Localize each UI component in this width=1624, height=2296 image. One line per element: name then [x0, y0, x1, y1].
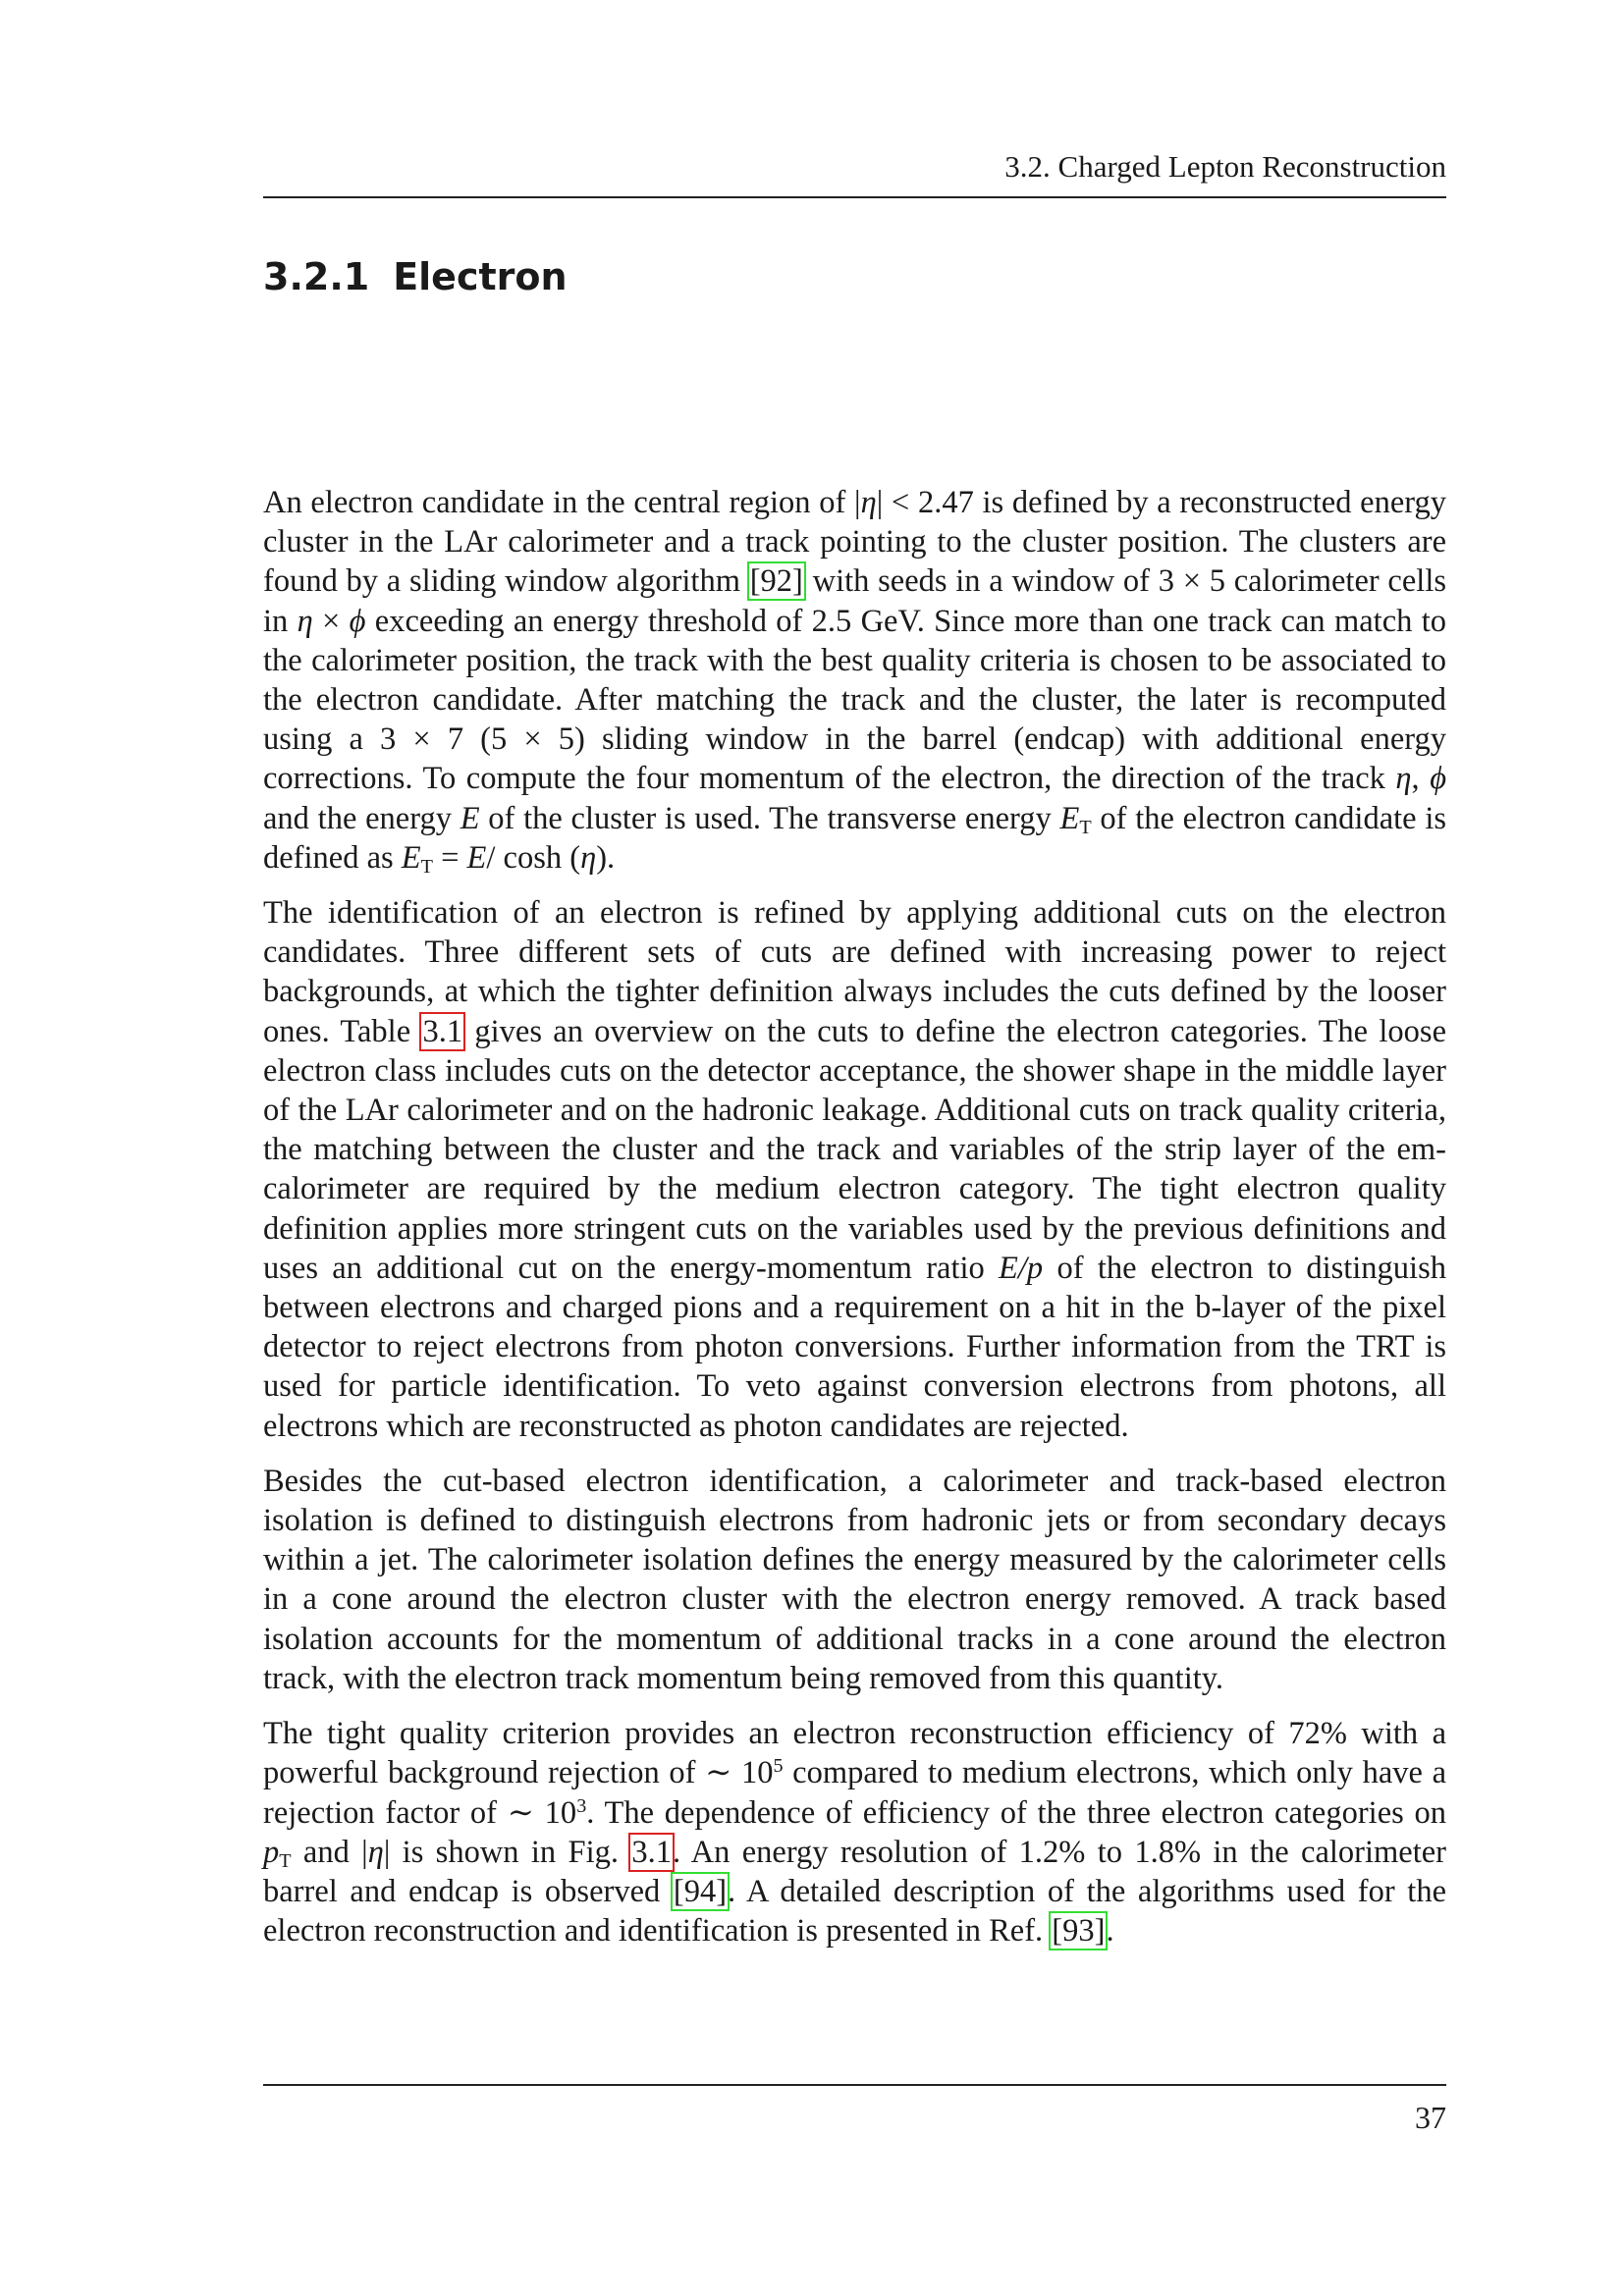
math-eta: η: [297, 603, 313, 639]
math-cosh: / cosh (: [486, 839, 581, 876]
math-subscript: T: [279, 1849, 292, 1872]
math-transverse-energy: E: [401, 839, 421, 876]
text-span: The tight quality criterion provides an electron reconstruction efficiency of 72% with a powerful background rejection of ∼ 10: [263, 1716, 1446, 1791]
text-span: .: [1106, 1913, 1114, 1949]
text-span: | < 2.47 is defined by a reconstructed energy cluster in the LAr calorimeter and a track pointing to the cluster position. The clusters are found by a sliding window algorithm: [263, 485, 1447, 600]
section-title: [263, 253, 568, 300]
math-eta: η: [1395, 761, 1412, 797]
citation-link-92[interactable]: [92]: [749, 563, 803, 600]
paragraph-identification: [263, 893, 1446, 1446]
text-span: gives an overview on the cuts to define the electron categories. The loose electron class includes cuts on the detector acceptance, the shower shape in the middle layer of the LAr calorimeter and on the hadronic leakage. Additional cuts on track quality criteria, the matching between the cluster and the track and variables of the strip layer of the em-calorimeter are required by the medium electron category. The tight electron quality definition applies more stringent cuts on the variables used by the previous definitions and uses an additional cut on the energy-momentum ratio: [263, 1013, 1447, 1286]
math-eta: η: [860, 485, 877, 520]
footer-rule: [263, 2084, 1446, 2086]
text-span: An electron candidate in the central region of |: [263, 485, 861, 520]
text-span: . An energy resolution of 1.2% to 1.8% in the calorimeter barrel and endcap is observed: [263, 1834, 1446, 1909]
math-times: ×: [312, 603, 350, 639]
math-energy-momentum-ratio: E/p: [999, 1250, 1044, 1286]
math-phi: ϕ: [1430, 761, 1447, 797]
math-eta: η: [367, 1834, 384, 1870]
table-reference-link[interactable]: 3.1: [422, 1013, 463, 1049]
math-energy: E: [460, 800, 480, 836]
text-span: . A detailed description of the algorithms used for the electron reconstruction and identification is presented in Ref.: [263, 1873, 1446, 1949]
text-span: | is shown in Fig.: [383, 1834, 631, 1870]
math-subscript: T: [420, 855, 433, 878]
math-energy: E: [466, 839, 487, 876]
figure-reference-link[interactable]: 3.1: [631, 1834, 672, 1870]
header-rule: [263, 196, 1446, 198]
text-span: ).: [596, 839, 616, 876]
citation-link-93[interactable]: [93]: [1052, 1913, 1106, 1949]
section-number: 3.2.1: [263, 255, 370, 298]
text-span: of the electron to distinguish between electrons and charged pions and a requirement on a hit in the b-layer of the pixel detector to reject electrons from photon conversions. Further information from the TRT is used for particle identification. To veto against conversion electrons from photons, all electrons which are reconstructed as photon candidates are rejected.: [263, 1250, 1446, 1444]
text-span: and the energy: [263, 800, 460, 836]
text-span: and |: [291, 1834, 368, 1870]
math-superscript: 3: [576, 1794, 587, 1817]
running-header: 3.2. Charged Lepton Reconstruction: [1004, 149, 1446, 184]
math-phi: ϕ: [349, 603, 366, 639]
paragraph-electron-candidate: [263, 483, 1446, 878]
text-span: of the electron candidate is defined as: [263, 800, 1447, 876]
body-text: [263, 483, 1446, 1966]
text-span: of the cluster is used. The transverse energy: [479, 800, 1060, 836]
page-number: 37: [1415, 2100, 1446, 2135]
citation-link-94[interactable]: [94]: [673, 1873, 728, 1909]
paragraph-isolation: Besides the cut-based electron identification, a calorimeter and track-based electron isolation is defined to distinguish electrons from hadronic jets or from secondary decays within a jet. The calorimeter isolation defines the energy measured by the calorimeter cells in a cone around the electron cluster with the electron energy removed. A track based isolation accounts for the momentum of additional tracks in a cone around the electron track, with the electron track momentum being removed from this quantity.: [263, 1463, 1446, 1696]
math-transverse-energy: E: [1059, 800, 1080, 836]
math-equals: =: [432, 839, 467, 876]
math-subscript: T: [1079, 816, 1092, 838]
section-title-text: Electron: [393, 255, 568, 298]
text-span: ,: [1411, 761, 1431, 797]
text-span: exceeding an energy threshold of 2.5 GeV. Since more than one track can match to the calorimeter position, the track with the best quality criteria is chosen to be associated to the electron candidate. After matching the track and the cluster, the later is recomputed using a 3 × 7 (5 × 5) sliding window in the barrel (endcap) with additional energy corrections. To compute the four momentum of the electron, the direction of the track: [263, 603, 1446, 797]
text-span: The identification of an electron is refined by applying additional cuts on the electron candidates. Three different sets of cuts are defined with increasing power to reject backgrounds, at which the tighter definition always includes the cuts defined by the looser ones. Table: [263, 895, 1446, 1049]
text-span: with seeds in a window of 3 × 5 calorimeter cells in: [263, 563, 1446, 639]
text-span: compared to medium electrons, which only have a rejection factor of ∼ 10: [263, 1755, 1446, 1831]
math-transverse-momentum: p: [263, 1834, 280, 1870]
text-span: . The dependence of efficiency of the three electron categories on: [586, 1794, 1446, 1831]
math-superscript: 5: [773, 1755, 784, 1778]
paragraph-efficiency: [263, 1714, 1446, 1950]
math-eta: η: [580, 839, 597, 876]
